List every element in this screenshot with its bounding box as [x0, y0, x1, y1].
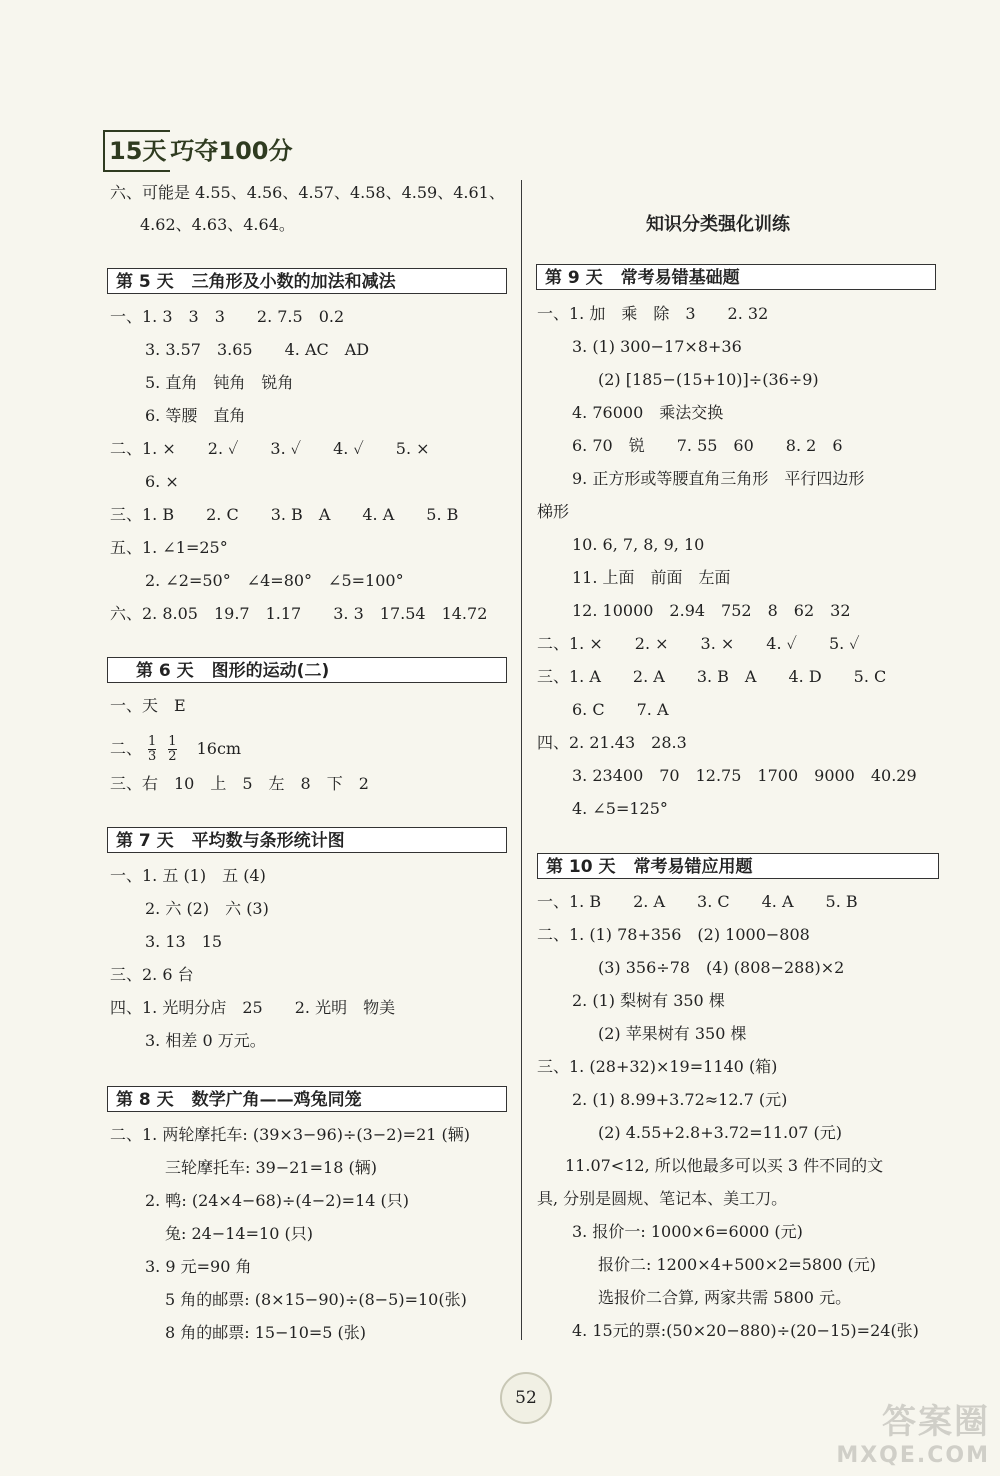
- answer-line: 2. 六 (2) 六 (3): [145, 899, 269, 918]
- answer-line: 11. 上面 前面 左面: [572, 568, 731, 587]
- answer-line: 8 角的邮票: 15−10=5 (张): [165, 1323, 367, 1342]
- answer-line: 一、1. B 2. A 3. C 4. A 5. B: [537, 892, 858, 911]
- section-title: 常考易错应用题: [633, 857, 753, 877]
- section-header-day5: [107, 268, 507, 294]
- answer-line: 二、1. 两轮摩托车: (39×3−96)÷(3−2)=21 (辆): [110, 1125, 471, 1144]
- answer-line: 一、1. 加 乘 除 3 2. 32: [537, 304, 769, 323]
- brand-prefix: 15天: [103, 130, 170, 172]
- section-header-day8: [107, 1086, 507, 1112]
- answer-line: (2) 苹果树有 350 棵: [598, 1024, 747, 1043]
- fraction-numerator: 1: [168, 734, 177, 749]
- answer-line: 六、2. 8.05 19.7 1.17 3. 3 17.54 14.72: [110, 604, 488, 623]
- answer-line: 三、1. A 2. A 3. B A 4. D 5. C: [537, 667, 887, 686]
- section-title: 常考易错基础题: [620, 268, 740, 288]
- answer-line-fractions: [110, 731, 241, 767]
- answer-line: 2. 鸭: (24×4−68)÷(4−2)=14 (只): [145, 1191, 410, 1210]
- section-title: 平均数与条形统计图: [191, 831, 345, 851]
- page-number: 52: [500, 1372, 552, 1424]
- answer-line: 2. ∠2=50° ∠4=80° ∠5=100°: [145, 571, 404, 590]
- intro-line-2: 4.62、4.63、4.64。: [140, 215, 295, 234]
- answer-line: 四、1. 光明分店 25 2. 光明 物美: [110, 998, 396, 1017]
- section-title: 数学广角——鸡兔同笼: [191, 1090, 362, 1110]
- answer-line: 6. ×: [145, 472, 179, 491]
- answer-line: 5 角的邮票: (8×15−90)÷(8−5)=10(张): [165, 1290, 467, 1309]
- section-day: 第 5 天: [116, 272, 174, 292]
- answer-line: 一、1. 五 (1) 五 (4): [110, 866, 266, 885]
- watermark-url: MXQE.COM: [836, 1443, 990, 1468]
- answer-line: 3. 相差 0 万元。: [145, 1031, 266, 1050]
- answer-line: 3. 13 15: [145, 932, 223, 951]
- fraction-numerator: 1: [148, 734, 157, 749]
- answer-line: (3) 356÷78 (4) (808−288)×2: [598, 958, 845, 977]
- column-title: 知识分类强化训练: [646, 214, 790, 235]
- answer-line: 具, 分别是圆规、笔记本、美工刀。: [537, 1189, 788, 1208]
- answer-line: 一、1. 3 3 3 2. 7.5 0.2: [110, 307, 345, 326]
- answer-line: 三、1. (28+32)×19=1140 (箱): [537, 1057, 778, 1076]
- watermark: [836, 1402, 990, 1473]
- section-header-day6: [107, 657, 507, 683]
- answer-line: 三、1. B 2. C 3. B A 4. A 5. B: [110, 505, 459, 524]
- answer-prefix: 二、: [110, 739, 143, 758]
- watermark-logo-text: 答案圈: [882, 1402, 990, 1442]
- brand-main: 巧夺100分: [170, 137, 293, 165]
- fraction-denominator: 2: [168, 749, 177, 764]
- fraction-one-third: [148, 735, 156, 764]
- answer-line: 9. 正方形或等腰直角三角形 平行四边形: [572, 469, 865, 488]
- answer-line: 一、天 E: [110, 696, 186, 715]
- answer-line: 6. 等腰 直角: [145, 406, 246, 425]
- section-header-day10: [537, 853, 939, 879]
- section-header-day7: [107, 827, 507, 853]
- answer-line: (2) [185−(15+10)]÷(36÷9): [598, 370, 819, 389]
- fraction-denominator: 3: [148, 749, 157, 764]
- section-day: 第 8 天: [116, 1090, 174, 1110]
- answer-line: 二、1. (1) 78+356 (2) 1000−808: [537, 925, 810, 944]
- answer-line: 12. 10000 2.94 752 8 62 32: [572, 601, 851, 620]
- answer-line: 10. 6, 7, 8, 9, 10: [572, 535, 705, 554]
- answer-line: 2. (1) 梨树有 350 棵: [572, 991, 725, 1010]
- answer-line: 兔: 24−14=10 (只): [165, 1224, 313, 1243]
- section-day: 第 7 天: [116, 831, 174, 851]
- section-title: 图形的运动(二): [211, 661, 330, 681]
- answer-line: 6. 70 锐 7. 55 60 8. 2 6: [572, 436, 843, 455]
- answer-suffix: 16cm: [196, 739, 242, 758]
- answer-line: 二、1. × 2. ✓ 3. ✓ 4. ✓ 5. ×: [110, 439, 430, 458]
- answer-line: 4. ∠5=125°: [572, 799, 668, 818]
- answer-line: 选报价二合算, 两家共需 5800 元。: [598, 1288, 852, 1307]
- fraction-one-half: [168, 735, 176, 764]
- section-day: 第 9 天: [545, 268, 603, 288]
- answer-line: 4. 15元的票:(50×20−880)÷(20−15)=24(张): [572, 1321, 919, 1340]
- section-day: 第 6 天: [136, 661, 194, 681]
- section-title: 三角形及小数的加法和减法: [191, 272, 396, 292]
- answer-line: 三轮摩托车: 39−21=18 (辆): [165, 1158, 377, 1177]
- answer-line: 3. 23400 70 12.75 1700 9000 40.29: [572, 766, 917, 785]
- answer-line: 4. 76000 乘法交换: [572, 403, 724, 422]
- answer-line: 梯形: [537, 502, 570, 521]
- answer-line: 3. 报价一: 1000×6=6000 (元): [572, 1222, 803, 1241]
- answer-line: 二、1. × 2. × 3. × 4. ✓ 5. ✓: [537, 634, 860, 653]
- section-header-day9: [536, 264, 936, 290]
- answer-line: (2) 4.55+2.8+3.72=11.07 (元): [598, 1123, 843, 1142]
- intro-line-1: 六、可能是 4.55、4.56、4.57、4.58、4.59、4.61、: [110, 183, 505, 202]
- answer-line: 3. 9 元=90 角: [145, 1257, 252, 1276]
- answer-line: 11.07<12, 所以他最多可以买 3 件不同的文: [565, 1156, 884, 1175]
- column-divider: [521, 180, 522, 1340]
- answer-line: 三、2. 6 台: [110, 965, 194, 984]
- answer-line: 6. C 7. A: [572, 700, 669, 719]
- section-day: 第 10 天: [546, 857, 616, 877]
- answer-line: 3. (1) 300−17×8+36: [572, 337, 742, 356]
- answer-line: 五、1. ∠1=25°: [110, 538, 228, 557]
- answer-line: 报价二: 1200×4+500×2=5800 (元): [598, 1255, 877, 1274]
- answer-line: 三、右 10 上 5 左 8 下 2: [110, 774, 369, 793]
- answer-line: 3. 3.57 3.65 4. AC AD: [145, 340, 370, 359]
- answer-line: 四、2. 21.43 28.3: [537, 733, 687, 752]
- answer-line: 2. (1) 8.99+3.72≈12.7 (元): [572, 1090, 788, 1109]
- brand-logo: [103, 130, 293, 168]
- answer-line: 5. 直角 钝角 锐角: [145, 373, 294, 392]
